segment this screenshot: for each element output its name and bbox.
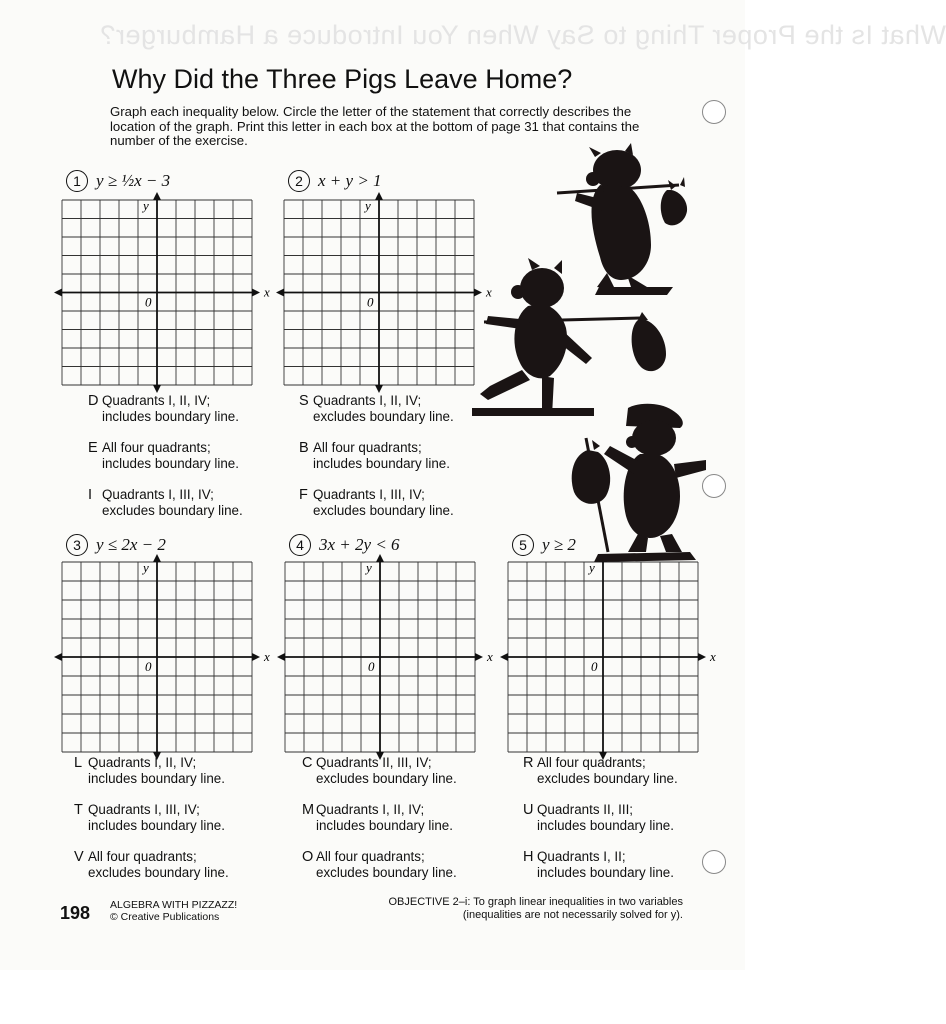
choice-c[interactable] <box>302 755 457 787</box>
y-axis-label: y <box>366 560 372 575</box>
choice-line1: Quadrants II, III; <box>537 802 634 817</box>
inequality: y ≥ 2 <box>542 535 576 554</box>
coordinate-grid-1[interactable] <box>62 198 270 385</box>
bleed-through-title: What Is the Proper Thing to Say When You Introduce a Hamburger? <box>100 20 946 50</box>
exercise-1-header <box>66 170 170 192</box>
y-axis-arrow-down <box>375 385 383 393</box>
x-axis-arrow-left <box>276 289 284 297</box>
page-number: 198 <box>60 903 91 923</box>
choice-line1: Quadrants I, II, IV; <box>316 802 425 817</box>
choice-line1: Quadrants I, II, IV; <box>102 393 211 408</box>
choice-line1: Quadrants I, III, IV; <box>88 802 200 817</box>
choice-t[interactable] <box>74 802 225 834</box>
choice-line2: includes boundary line. <box>102 456 239 471</box>
publisher: © Creative Publications <box>110 910 220 923</box>
coordinate-grid-3[interactable] <box>62 560 270 752</box>
exercise-2-header <box>288 170 382 192</box>
objective <box>345 896 683 921</box>
choice-letter: E <box>88 440 98 456</box>
choice-letter: H <box>523 849 534 865</box>
choice-letter: U <box>523 802 534 818</box>
choice-letter: V <box>74 849 84 865</box>
choice-line1: All four quadrants; <box>537 755 646 770</box>
x-axis-arrow-right <box>475 653 483 661</box>
choice-letter: L <box>74 755 83 771</box>
choice-line1: Quadrants I, II; <box>537 849 626 864</box>
instructions: Graph each inequality below. Circle the letter of the statement that correctly describes the location of the graph. Print this letter in each box at the bottom of page 31 that contains the number of the exercise. <box>110 104 640 148</box>
objective-line2: (inequalities are not necessarily solved for y). <box>462 908 683 921</box>
choice-i[interactable] <box>88 487 243 519</box>
choice-line2: excludes boundary line. <box>537 771 678 786</box>
origin-label: 0 <box>368 659 375 674</box>
choice-d[interactable] <box>88 393 239 425</box>
choice-o[interactable] <box>302 849 457 881</box>
y-axis-label: y <box>143 560 149 575</box>
choice-letter: T <box>74 802 83 818</box>
origin-label: 0 <box>145 659 152 674</box>
choice-letter: O <box>302 849 314 865</box>
exercise-number: 5 <box>512 534 534 556</box>
x-axis-label: x <box>264 649 270 664</box>
choice-b[interactable] <box>299 440 450 472</box>
choice-line2: excludes boundary line. <box>313 409 454 424</box>
choice-letter: S <box>299 393 309 409</box>
x-axis-label: x <box>710 649 716 664</box>
book-credit <box>110 900 237 923</box>
y-axis-arrow-up <box>375 192 383 200</box>
choice-line2: includes boundary line. <box>313 456 450 471</box>
choice-line1: All four quadrants; <box>313 440 422 455</box>
choice-line2: includes boundary line. <box>102 409 239 424</box>
choice-line2: excludes boundary line. <box>316 771 457 786</box>
x-axis-label: x <box>486 284 492 300</box>
choice-r[interactable] <box>523 755 678 787</box>
choice-f[interactable] <box>299 487 454 519</box>
choice-line2: excludes boundary line. <box>313 503 454 518</box>
inequality: y ≥ ½x − 3 <box>96 171 171 190</box>
x-axis-arrow-left <box>54 289 62 297</box>
choice-line1: Quadrants I, II, IV; <box>313 393 422 408</box>
choice-letter: M <box>302 802 315 818</box>
choice-v[interactable] <box>74 849 229 881</box>
coordinate-grid-4[interactable] <box>285 560 493 752</box>
y-axis-label: y <box>143 198 149 213</box>
origin-label: 0 <box>145 294 152 310</box>
choice-line2: includes boundary line. <box>537 818 674 833</box>
coordinate-grid-2[interactable] <box>284 198 492 385</box>
choice-line2: includes boundary line. <box>88 771 225 786</box>
choice-line2: includes boundary line. <box>88 818 225 833</box>
x-axis-arrow-left <box>500 653 508 661</box>
choice-m[interactable] <box>302 802 453 834</box>
exercise-3-header <box>66 534 166 556</box>
coordinate-grid-5[interactable] <box>508 560 716 752</box>
binder-hole-top <box>702 100 726 124</box>
y-axis-arrow-up <box>153 192 161 200</box>
choice-u[interactable] <box>523 802 674 834</box>
origin-label: 0 <box>591 659 598 674</box>
page-title: Why Did the Three Pigs Leave Home? <box>112 64 573 94</box>
choice-line1: All four quadrants; <box>88 849 197 864</box>
choice-line2: includes boundary line. <box>537 865 674 880</box>
choice-line1: Quadrants I, III, IV; <box>102 487 214 502</box>
choice-h[interactable] <box>523 849 674 881</box>
book-title: ALGEBRA WITH PIZZAZZ! <box>110 899 238 911</box>
objective-line1: OBJECTIVE 2–i: To graph linear inequalities in two variables <box>388 896 683 908</box>
exercise-number: 2 <box>288 170 310 192</box>
exercise-number: 1 <box>66 170 88 192</box>
choice-line1: Quadrants I, II, IV; <box>88 755 197 770</box>
choice-letter: C <box>302 755 313 771</box>
exercise-number: 3 <box>66 534 88 556</box>
y-axis-label: y <box>589 560 595 575</box>
y-axis-label: y <box>365 198 371 213</box>
y-axis-arrow-down <box>153 385 161 393</box>
choice-l[interactable] <box>74 755 225 787</box>
exercise-5-header <box>512 534 576 556</box>
choice-letter: R <box>523 755 534 771</box>
choice-letter: D <box>88 393 99 409</box>
x-axis-label: x <box>487 649 493 664</box>
choice-line1: Quadrants II, III, IV; <box>316 755 432 770</box>
choice-letter: I <box>88 487 93 503</box>
origin-label: 0 <box>367 294 374 310</box>
choice-line2: includes boundary line. <box>316 818 453 833</box>
choice-line2: excludes boundary line. <box>88 865 229 880</box>
choice-line2: excludes boundary line. <box>316 865 457 880</box>
choice-letter: B <box>299 440 309 456</box>
x-axis-arrow-right <box>252 653 260 661</box>
choice-line1: All four quadrants; <box>316 849 425 864</box>
exercise-4-header <box>289 534 400 556</box>
x-axis-label: x <box>264 284 270 300</box>
x-axis-arrow-right <box>252 289 260 297</box>
choice-s[interactable] <box>299 393 454 425</box>
choice-letter: F <box>299 487 308 503</box>
inequality: y ≤ 2x − 2 <box>96 535 166 554</box>
pig-with-bag-icon <box>568 402 713 564</box>
choice-e[interactable] <box>88 440 239 472</box>
inequality: 3x + 2y < 6 <box>319 535 400 554</box>
x-axis-arrow-left <box>277 653 285 661</box>
choice-line1: All four quadrants; <box>102 440 211 455</box>
x-axis-arrow-left <box>54 653 62 661</box>
inequality: x + y > 1 <box>318 171 382 190</box>
exercise-number: 4 <box>289 534 311 556</box>
choice-line2: excludes boundary line. <box>102 503 243 518</box>
choice-line1: Quadrants I, III, IV; <box>313 487 425 502</box>
binder-hole-bottom <box>702 850 726 874</box>
x-axis-arrow-right <box>698 653 706 661</box>
